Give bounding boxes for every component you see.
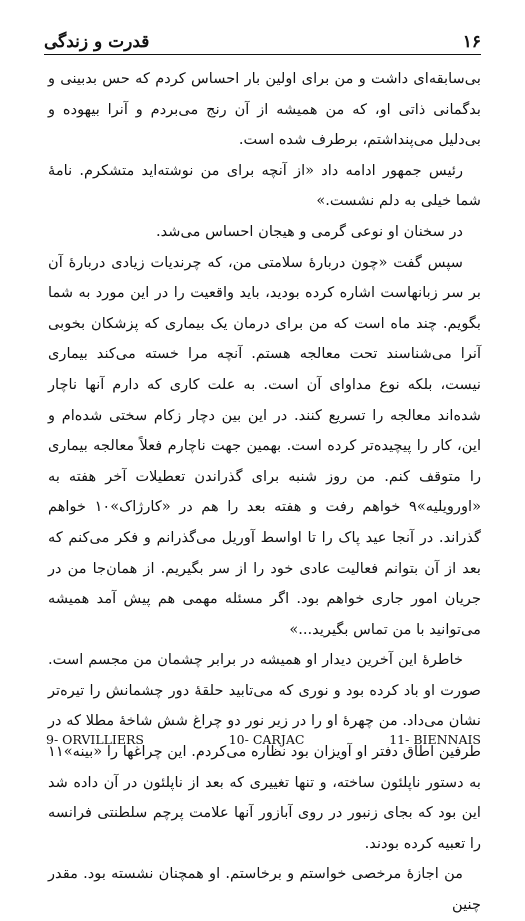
header-divider xyxy=(44,54,481,55)
footnote: 10- CARJAC xyxy=(228,732,305,747)
footnotes xyxy=(46,732,481,752)
page-header xyxy=(44,26,481,52)
paragraph: بی‌سابقه‌ای داشت و من برای اولین بار احساس کردم که حس بدبینی و بدگمانی ذاتی او، که من همیشه از آن رنج می‌بردم و آنرا بیهوده و بی‌دلیل می‌پنداشتم، برطرف شده است. xyxy=(48,70,481,149)
running-title: قدرت و زندگی xyxy=(44,32,150,52)
paragraph: من اجازهٔ مرخصی خواستم و برخاستم. او همچنان نشسته بود. مقدر چنین xyxy=(48,865,481,914)
paragraph: رئیس جمهور ادامه داد «از آنچه برای من نوشته‌اید متشکرم. نامهٔ شما خیلی به دلم نشست.» xyxy=(48,161,481,210)
paragraph: سپس گفت «چون دربارهٔ سلامتی من، که چرندیات زیادی دربارهٔ آن بر سر زبانهاست اشاره کرده بودید، باید واقعیت را در این مورد به شما بگویم. چند ماه است که من برای درمان یک بیماری که پزشکان بخوبی آنرا می‌شناسند تحت معالجه هستم. آنچه مرا خسته می‌کند بیماری نیست، بلکه نوع مداوای آن است. به علت کاری که دارم آنها ناچار شده‌اند معالجه را تسریع کنند. در این بین دچار زکام سختی شده‌ام و این، کار را پیچیده‌تر کرده است. بهمین جهت ناچارم فعلاً معالجه بیماری را متوقف کنم. من روز شنبه برای گذراندن تعطیلات آخر هفته به «اورویلیه»۹ خواهم رفت و هفته بعد را هم در «کارژاک»۱۰ خواهم گذراند. در آنجا عید پاک را تا اواسط آوریل می‌گذرانم و فکر می‌کنم که بعد از آن بتوانم فعالیت عادی خود را از سر بگیریم. از همان‌جا من در جریان امور جاری خواهم بود. اگر مسئله مهمی هم پیش آمد همیشه می‌توانید با من تماس بگیرید...» xyxy=(48,253,482,638)
paragraph: خاطرهٔ این آخرین دیدار او همیشه در برابر چشمان من مجسم است. صورت او باد کرده بود و نوری که می‌تابید حلقهٔ دور چشمانش را تیره‌تر نشان می‌داد. من چهرهٔ او را در زیر نور دو چراغ شش شاخهٔ مطلا که در طرفین اطاق دفتر او آویزان بود نظاره می‌کردم. این چراغها را «بینه»۱۱ به دستور ناپلئون ساخته، و تنها تغییری که بعد از ناپلئون در آن داده شد این بود که بجای زنبور در روی آبازور آنها علامت پرچم سلطنتی فرانسه را تعبیه کرده بودند. xyxy=(48,651,481,852)
footnote: 9- ORVILLIERS xyxy=(46,732,144,747)
paragraph: در سخنان او نوعی گرمی و هیجان احساس می‌شد. xyxy=(155,222,463,240)
page-number: ۱۶ xyxy=(462,32,481,52)
footnote: 11- BIENNAIS xyxy=(389,732,481,747)
